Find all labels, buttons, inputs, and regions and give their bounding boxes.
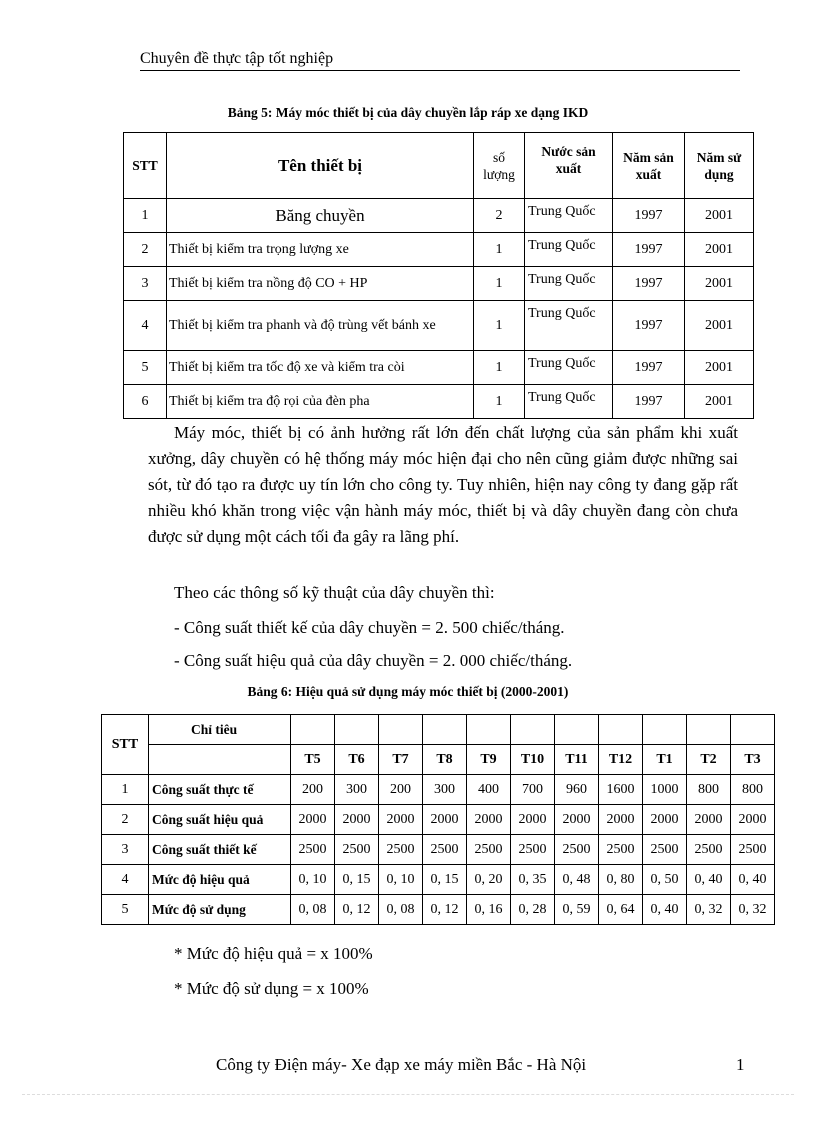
cell-origin: Trung Quốc xyxy=(525,385,613,419)
month-header: T11 xyxy=(555,745,599,775)
cell-value: 2000 xyxy=(379,805,423,835)
table-row xyxy=(102,775,775,805)
cell-name: Thiết bị kiểm tra trọng lượng xe xyxy=(167,233,474,267)
cell-value: 0, 08 xyxy=(291,895,335,925)
cell-value: 0, 40 xyxy=(643,895,687,925)
month-header: T3 xyxy=(731,745,775,775)
cell-stt: 5 xyxy=(102,895,149,925)
cell-value: 1600 xyxy=(599,775,643,805)
table-row xyxy=(124,267,754,301)
cell-value: 300 xyxy=(423,775,467,805)
cell-value: 2500 xyxy=(291,835,335,865)
cell-metric-label: Công suất hiệu quả xyxy=(149,805,291,835)
table-row xyxy=(124,351,754,385)
header-stt: STT xyxy=(124,133,167,199)
table-row xyxy=(124,385,754,419)
cell-value: 0, 28 xyxy=(511,895,555,925)
cell-qty: 1 xyxy=(474,301,525,351)
cell-value: 2500 xyxy=(731,835,775,865)
cell-year-made: 1997 xyxy=(613,351,685,385)
cell-name: Thiết bị kiểm tra phanh và độ trùng vết bánh xe xyxy=(167,301,474,351)
cell-value: 2500 xyxy=(643,835,687,865)
cell-value: 200 xyxy=(379,775,423,805)
specs-intro: Theo các thông số kỹ thuật của dây chuyền thì: xyxy=(174,583,495,602)
cell-year-used: 2001 xyxy=(685,199,754,233)
cell-value: 0, 10 xyxy=(291,865,335,895)
cell-value: 2000 xyxy=(291,805,335,835)
cell-value: 2000 xyxy=(555,805,599,835)
cell-value: 0, 20 xyxy=(467,865,511,895)
cell-qty: 2 xyxy=(474,199,525,233)
cell-value: 0, 40 xyxy=(731,865,775,895)
cell-value: 2000 xyxy=(643,805,687,835)
cell-value: 1000 xyxy=(643,775,687,805)
footer-company: Công ty Điện máy- Xe đạp xe máy miền Bắc - Hà Nội xyxy=(216,1055,587,1074)
cell-value: 800 xyxy=(687,775,731,805)
cell-value: 400 xyxy=(467,775,511,805)
cell-value: 2000 xyxy=(599,805,643,835)
cell-year-made: 1997 xyxy=(613,199,685,233)
equipment-table xyxy=(123,132,754,419)
cell-value: 2000 xyxy=(467,805,511,835)
table-row xyxy=(102,895,775,925)
cell-value: 2500 xyxy=(467,835,511,865)
cell-value: 2000 xyxy=(335,805,379,835)
cell-value: 200 xyxy=(291,775,335,805)
cell-value: 0, 10 xyxy=(379,865,423,895)
page-bottom-divider xyxy=(22,1094,794,1095)
cell-year-used: 2001 xyxy=(685,385,754,419)
cell-value: 0, 48 xyxy=(555,865,599,895)
month-header: T7 xyxy=(379,745,423,775)
cell-value: 2500 xyxy=(423,835,467,865)
table-row xyxy=(124,233,754,267)
cell-value: 800 xyxy=(731,775,775,805)
months-header-row xyxy=(102,745,775,775)
table-row xyxy=(124,199,754,233)
header-qty: số lượng xyxy=(474,133,525,199)
cell-metric-label: Mức độ hiệu quả xyxy=(149,865,291,895)
cell-origin: Trung Quốc xyxy=(525,301,613,351)
table-header-row xyxy=(102,715,775,745)
cell-value: 0, 15 xyxy=(423,865,467,895)
cell-value: 960 xyxy=(555,775,599,805)
cell-value: 2000 xyxy=(423,805,467,835)
cell-value: 0, 64 xyxy=(599,895,643,925)
cell-stt: 5 xyxy=(124,351,167,385)
cell-value: 0, 32 xyxy=(731,895,775,925)
table-row xyxy=(102,805,775,835)
cell-year-used: 2001 xyxy=(685,233,754,267)
cell-stt: 4 xyxy=(124,301,167,351)
cell-value: 2500 xyxy=(555,835,599,865)
month-header: T2 xyxy=(687,745,731,775)
formula-efficiency: * Mức độ hiệu quả = x 100% xyxy=(174,944,373,963)
cell-stt: 6 xyxy=(124,385,167,419)
cell-year-made: 1997 xyxy=(613,385,685,419)
design-capacity-line: - Công suất thiết kế của dây chuyền = 2. 500 chiếc/tháng. xyxy=(174,618,565,637)
cell-value: 0, 40 xyxy=(687,865,731,895)
cell-metric-label: Công suất thiết kế xyxy=(149,835,291,865)
cell-origin: Trung Quốc xyxy=(525,199,613,233)
header-year-made: Năm sản xuất xyxy=(613,133,685,199)
cell-value: 300 xyxy=(335,775,379,805)
cell-value: 2000 xyxy=(687,805,731,835)
cell-name: Băng chuyền xyxy=(167,199,474,233)
cell-value: 2500 xyxy=(511,835,555,865)
cell-value: 0, 59 xyxy=(555,895,599,925)
cell-value: 2000 xyxy=(731,805,775,835)
table-header-row xyxy=(124,133,754,199)
cell-origin: Trung Quốc xyxy=(525,351,613,385)
month-header: T10 xyxy=(511,745,555,775)
cell-stt: 2 xyxy=(102,805,149,835)
month-header: T9 xyxy=(467,745,511,775)
cell-qty: 1 xyxy=(474,385,525,419)
table1-caption: Bảng 5: Máy móc thiết bị của dây chuyền lắp ráp xe dạng IKD xyxy=(227,105,589,120)
cell-origin: Trung Quốc xyxy=(525,233,613,267)
month-header: T5 xyxy=(291,745,335,775)
efficiency-table xyxy=(101,714,775,925)
cell-value: 2500 xyxy=(335,835,379,865)
cell-origin: Trung Quốc xyxy=(525,267,613,301)
cell-name: Thiết bị kiểm tra tốc độ xe và kiểm tra còi xyxy=(167,351,474,385)
cell-value: 0, 80 xyxy=(599,865,643,895)
month-header: T6 xyxy=(335,745,379,775)
header-stt: STT xyxy=(102,715,149,775)
header-name: Tên thiết bị xyxy=(167,133,474,199)
cell-value: 0, 12 xyxy=(335,895,379,925)
cell-year-made: 1997 xyxy=(613,233,685,267)
cell-value: 2500 xyxy=(599,835,643,865)
cell-value: 0, 32 xyxy=(687,895,731,925)
month-header: T1 xyxy=(643,745,687,775)
cell-year-used: 2001 xyxy=(685,351,754,385)
cell-metric-label: Mức độ sử dụng xyxy=(149,895,291,925)
cell-value: 2500 xyxy=(687,835,731,865)
cell-stt: 3 xyxy=(124,267,167,301)
table-row xyxy=(102,865,775,895)
page-number: 1 xyxy=(736,1055,745,1074)
cell-value: 0, 12 xyxy=(423,895,467,925)
header-title: Chuyên đề thực tập tốt nghiệp xyxy=(140,50,334,67)
cell-value: 2500 xyxy=(379,835,423,865)
cell-year-used: 2001 xyxy=(685,301,754,351)
cell-stt: 2 xyxy=(124,233,167,267)
cell-stt: 1 xyxy=(102,775,149,805)
cell-name: Thiết bị kiểm tra độ rọi của đèn pha xyxy=(167,385,474,419)
cell-stt: 4 xyxy=(102,865,149,895)
month-header: T8 xyxy=(423,745,467,775)
cell-year-made: 1997 xyxy=(613,267,685,301)
table2-caption: Bảng 6: Hiệu quả sử dụng máy móc thiết bị (2000-2001) xyxy=(247,684,569,699)
cell-value: 0, 35 xyxy=(511,865,555,895)
cell-value: 0, 15 xyxy=(335,865,379,895)
effective-capacity-line: - Công suất hiệu quả của dây chuyền = 2. 000 chiếc/tháng. xyxy=(174,651,573,670)
cell-name: Thiết bị kiểm tra nồng độ CO + HP xyxy=(167,267,474,301)
header-origin: Nước sản xuất xyxy=(525,133,613,199)
cell-value: 0, 50 xyxy=(643,865,687,895)
cell-value: 2000 xyxy=(511,805,555,835)
cell-stt: 3 xyxy=(102,835,149,865)
cell-metric-label: Công suất thực tế xyxy=(149,775,291,805)
month-header: T12 xyxy=(599,745,643,775)
cell-value: 0, 08 xyxy=(379,895,423,925)
cell-qty: 1 xyxy=(474,267,525,301)
formula-usage: * Mức độ sử dụng = x 100% xyxy=(174,979,369,998)
header-metric: Chỉ tiêu xyxy=(149,715,291,745)
body-paragraph: Máy móc, thiết bị có ảnh hưởng rất lớn đến chất lượng của sản phẩm khi xuất xưởng, dây chuyền có hệ thống máy móc hiện đại cho nên cũng giảm được những sai sót, từ đó tạo ra được uy tín lớn cho công ty. Tuy nhiên, hiện nay công ty đang gặp rất nhiều khó khăn trong việc vận hành máy móc, thiết bị và dây chuyền đang còn chưa được sử dụng một cách tối đa gây ra lãng phí. xyxy=(148,423,738,546)
table-row xyxy=(124,301,754,351)
cell-qty: 1 xyxy=(474,351,525,385)
cell-stt: 1 xyxy=(124,199,167,233)
cell-value: 0, 16 xyxy=(467,895,511,925)
cell-year-used: 2001 xyxy=(685,267,754,301)
header-divider xyxy=(140,70,740,71)
cell-qty: 1 xyxy=(474,233,525,267)
cell-value: 700 xyxy=(511,775,555,805)
header-year-used: Năm sử dụng xyxy=(685,133,754,199)
cell-year-made: 1997 xyxy=(613,301,685,351)
table-row xyxy=(102,835,775,865)
